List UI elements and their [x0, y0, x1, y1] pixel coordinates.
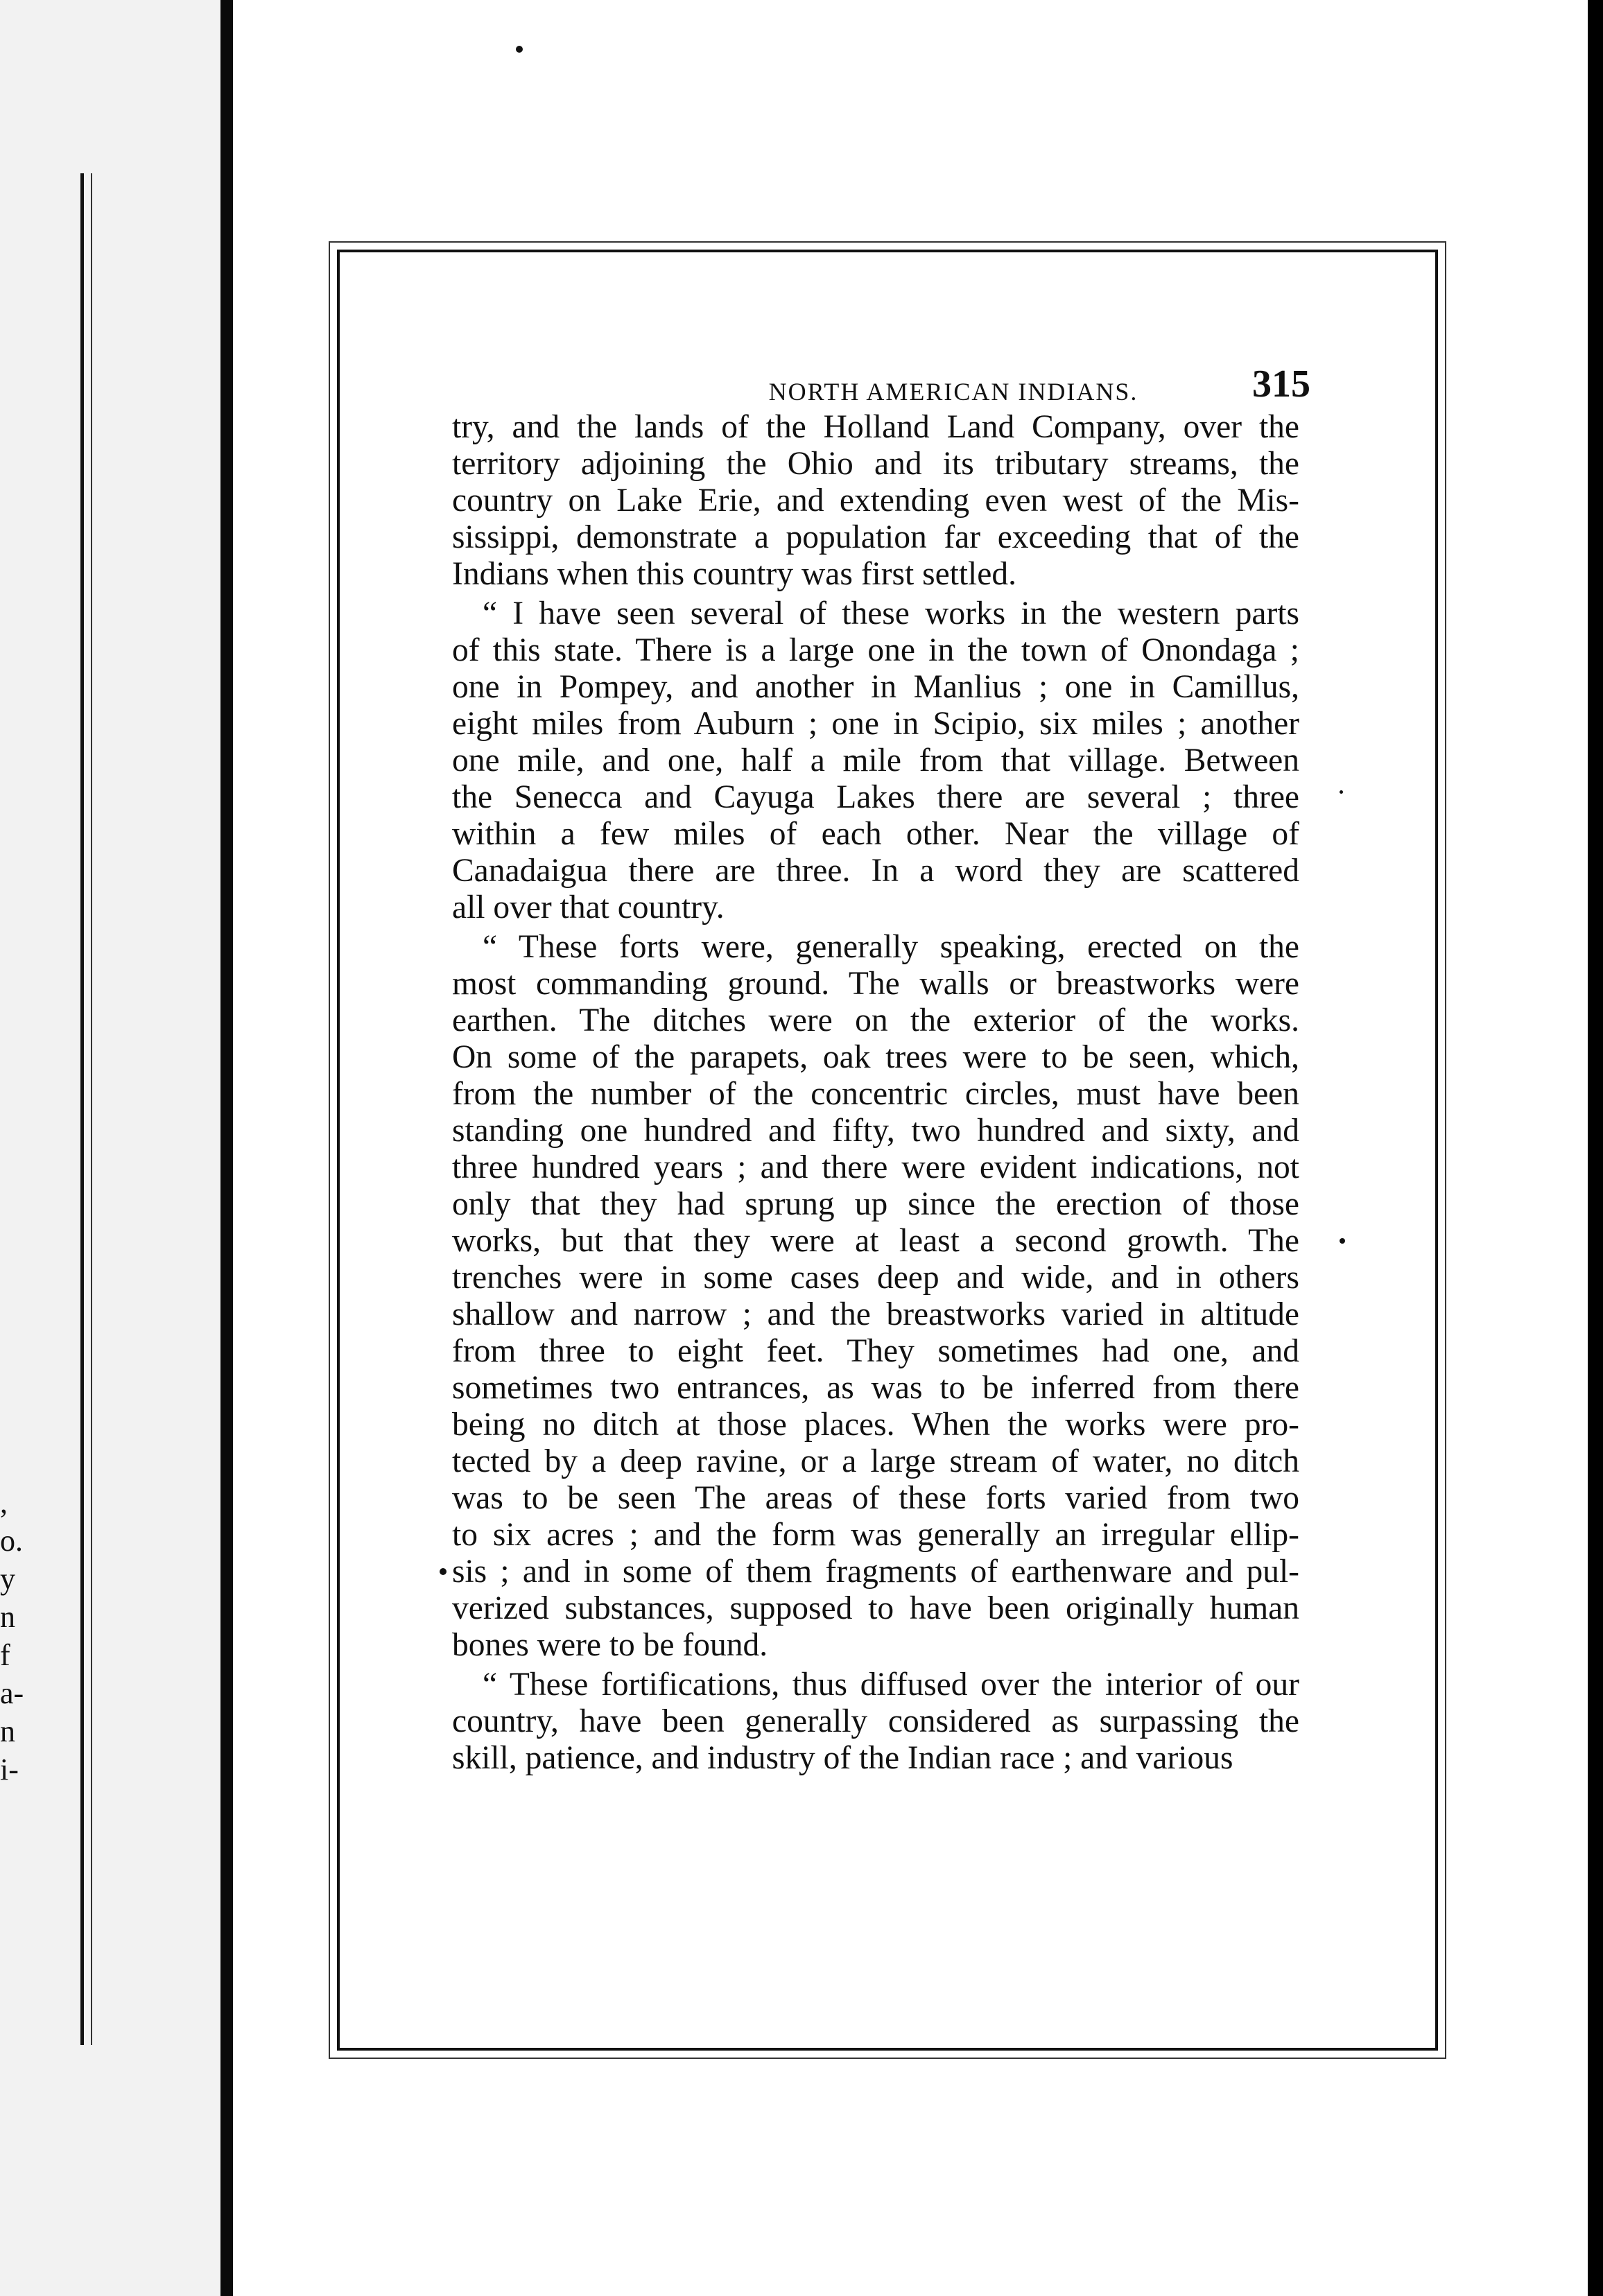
text-line: “ I have seen several of these works in the western parts	[483, 595, 1299, 632]
text-line: try, and the lands of the Holland Land Company, over the	[452, 409, 1299, 445]
left-fragment: y	[0, 1562, 15, 1596]
text-line: sometimes two entrances, as was to be inferred from there	[452, 1370, 1299, 1406]
ink-speck	[516, 46, 523, 53]
text-line: one in Pompey, and another in Manlius ; one in Camillus,	[452, 669, 1299, 705]
text-line: being no ditch at those places. When the works were pro-	[452, 1407, 1299, 1443]
text-line: sis ; and in some of them fragments of earthenware and pul-	[452, 1554, 1299, 1590]
paragraph	[452, 929, 1299, 1664]
text-line: Canadaigua there are three. In a word they are scattered	[452, 853, 1299, 889]
text-line: territory adjoining the Ohio and its tributary streams, the	[452, 446, 1299, 482]
ink-speck	[1340, 1238, 1345, 1244]
text-line: the Senecca and Cayuga Lakes there are several ; three	[452, 779, 1299, 815]
text-line: country, have been generally considered as surpassing the	[452, 1703, 1299, 1739]
left-fragment: i-	[0, 1753, 19, 1786]
page-number: 315	[1252, 363, 1310, 406]
scan-edge	[1588, 0, 1603, 2296]
text-line: skill, patience, and industry of the Indian race ; and various	[452, 1740, 1233, 1776]
paragraph	[452, 595, 1299, 926]
binding-gutter	[220, 0, 233, 2296]
text-line: to six acres ; and the form was generally an irregular ellip-	[452, 1517, 1299, 1553]
text-line: country on Lake Erie, and extending even west of the Mis-	[452, 482, 1299, 519]
text-line: bones were to be found.	[452, 1627, 768, 1663]
text-line: On some of the parapets, oak trees were to be seen, which,	[452, 1039, 1299, 1075]
left-page-border	[80, 173, 92, 2045]
text-line: was to be seen The areas of these forts varied from two	[452, 1480, 1299, 1516]
text-line: earthen. The ditches were on the exterior of the works.	[452, 1002, 1299, 1038]
text-line: one mile, and one, half a mile from that village. Between	[452, 742, 1299, 779]
text-line: “ These forts were, generally speaking, erected on the	[483, 929, 1299, 965]
text-line: verized substances, supposed to have been originally human	[452, 1590, 1299, 1626]
text-line: three hundred years ; and there were evident indications, not	[452, 1149, 1299, 1185]
text-line: standing one hundred and fifty, two hundred and sixty, and	[452, 1113, 1299, 1149]
text-line: from three to eight feet. They sometimes had one, and	[452, 1333, 1299, 1369]
text-line: within a few miles of each other. Near the village of	[452, 816, 1299, 852]
left-page-text-fragments	[0, 1484, 28, 1789]
text-line: Indians when this country was first settled.	[452, 556, 1016, 592]
paragraph	[452, 1667, 1299, 1777]
left-fragment: n	[0, 1714, 15, 1748]
left-fragment: ,	[0, 1486, 8, 1520]
left-fragment: a-	[0, 1676, 24, 1710]
text-line: from the number of the concentric circles, must have been	[452, 1076, 1299, 1112]
body-text	[452, 409, 1299, 1780]
text-line: shallow and narrow ; and the breastworks varied in altitude	[452, 1296, 1299, 1332]
text-line: sissippi, demonstrate a population far exceeding that of the	[452, 519, 1299, 555]
left-fragment: n	[0, 1600, 15, 1634]
text-line: works, but that they were at least a second growth. The	[452, 1223, 1299, 1259]
text-line: of this state. There is a large one in the town of Onondaga ;	[452, 632, 1299, 668]
text-line: trenches were in some cases deep and wide, and in others	[452, 1260, 1299, 1296]
text-line: eight miles from Auburn ; one in Scipio, six miles ; another	[452, 706, 1299, 742]
left-fragment: o.	[0, 1524, 23, 1558]
text-line: “ These fortifications, thus diffused over the interior of our	[483, 1667, 1299, 1703]
left-page-edge	[0, 0, 225, 2296]
text-line: tected by a deep ravine, or a large stream of water, no ditch	[452, 1443, 1299, 1479]
text-line: all over that country.	[452, 889, 725, 925]
paragraph	[452, 409, 1299, 593]
text-line: most commanding ground. The walls or breastworks were	[452, 966, 1299, 1002]
running-head: NORTH AMERICAN INDIANS.	[768, 378, 1138, 406]
ink-speck	[440, 1568, 447, 1575]
ink-speck	[1340, 790, 1343, 794]
text-line: only that they had sprung up since the erection of those	[452, 1186, 1299, 1222]
left-fragment: f	[0, 1638, 10, 1672]
